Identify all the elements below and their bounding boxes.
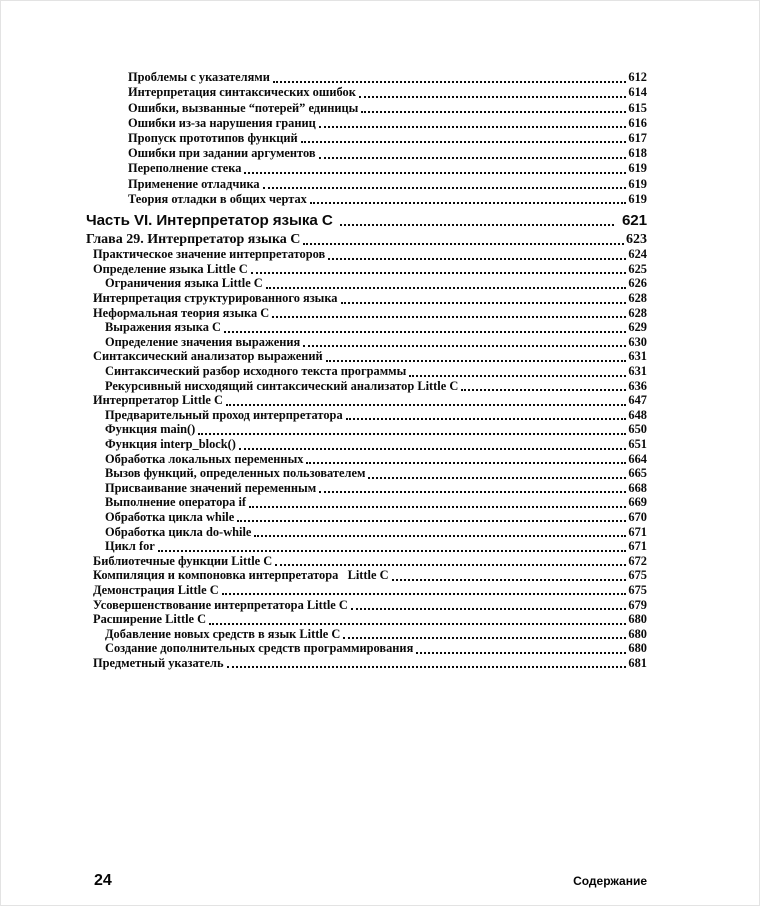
toc-entry-row <box>86 467 647 482</box>
toc-entry-row <box>86 452 647 467</box>
toc-entry-row <box>86 394 647 409</box>
toc-entry-title: Цикл for <box>105 539 155 554</box>
toc-dotted-leader <box>340 224 614 226</box>
toc-entry-title: Ошибки при задании аргументов <box>128 146 316 161</box>
toc-list <box>86 70 647 671</box>
toc-entry-title: Практическое значение интерпретаторов <box>93 247 326 262</box>
toc-entry-row <box>86 583 647 598</box>
toc-entry-title: Часть VI. Интерпретатор языка C <box>86 211 333 229</box>
toc-entry-row <box>86 598 647 613</box>
toc-page-number: 681 <box>628 655 647 670</box>
toc-page-number: 679 <box>628 597 647 612</box>
toc-dotted-leader <box>224 331 626 333</box>
toc-dotted-leader <box>416 652 626 654</box>
toc-entry-row <box>86 408 647 423</box>
toc-chapter-row <box>86 230 647 248</box>
toc-dotted-leader <box>244 172 626 174</box>
toc-entry-title: Интерпретация структурированного языка <box>93 291 338 306</box>
toc-entry-title: Создание дополнительных средств программирования <box>105 641 414 656</box>
toc-entry-title: Обработка цикла do-while <box>105 524 252 539</box>
toc-dotted-leader <box>359 96 627 98</box>
toc-dotted-leader <box>273 81 627 83</box>
toc-entry-row <box>86 146 647 161</box>
toc-dotted-leader <box>263 187 627 189</box>
toc-entry-row <box>86 642 647 657</box>
toc-entry-title: Выражения языка C <box>105 320 221 335</box>
toc-page-number: 626 <box>628 276 647 291</box>
toc-dotted-leader <box>392 579 627 581</box>
toc-entry-row <box>86 437 647 452</box>
toc-dotted-leader <box>275 564 626 566</box>
toc-entry-title: Обработка цикла while <box>105 509 235 524</box>
toc-page-number: 618 <box>628 146 647 161</box>
toc-page-number: 636 <box>628 378 647 393</box>
footer-page-number: 24 <box>94 872 112 889</box>
toc-page-number: 623 <box>626 231 647 247</box>
toc-entry-row <box>86 70 647 85</box>
toc-dotted-leader <box>237 520 626 522</box>
toc-page-number: 631 <box>628 349 647 364</box>
toc-page-number: 630 <box>628 334 647 349</box>
toc-entry-title: Ошибки из-за нарушения границ <box>128 115 316 130</box>
toc-part-row <box>86 209 647 229</box>
toc-dotted-leader <box>303 345 626 347</box>
toc-entry-row <box>86 510 647 525</box>
toc-dotted-leader <box>319 491 626 493</box>
toc-page-number: 619 <box>628 176 647 191</box>
toc-entry-title: Определение языка Little C <box>93 261 248 276</box>
toc-entry-row <box>86 100 647 115</box>
toc-dotted-leader <box>319 157 627 159</box>
toc-dotted-leader <box>328 258 626 260</box>
toc-page-number: 619 <box>628 191 647 206</box>
toc-entry-row <box>86 525 647 540</box>
footer-section-title: Содержание <box>573 874 647 888</box>
toc-dotted-leader <box>306 462 626 464</box>
toc-dotted-leader <box>209 623 626 625</box>
toc-page-number: 680 <box>628 641 647 656</box>
toc-entry-row <box>86 116 647 131</box>
toc-entry-title: Синтаксический разбор исходного текста программы <box>105 364 407 379</box>
toc-page-number: 651 <box>628 437 647 451</box>
toc-dotted-leader <box>346 418 627 420</box>
toc-page-number: 680 <box>628 612 647 627</box>
toc-entry-row <box>86 161 647 176</box>
toc-page-number: 615 <box>628 100 647 115</box>
toc-entry-row <box>86 291 647 306</box>
toc-page-number: 612 <box>628 70 647 85</box>
toc-entry-title: Выполнение оператора if <box>105 495 247 510</box>
toc-entry-title: Ошибки, вызванные “потерей” единицы <box>128 100 359 115</box>
toc-entry-title: Компиляция и компоновка интерпретатора Little C <box>93 568 389 583</box>
toc-entry-title: Демонстрация Little C <box>93 582 219 597</box>
toc-entry-row <box>86 335 647 350</box>
toc-entry-row <box>86 540 647 555</box>
toc-entry-row <box>86 350 647 365</box>
toc-dotted-leader <box>227 666 627 668</box>
toc-page-number: 617 <box>628 130 647 145</box>
toc-entry-row <box>86 192 647 207</box>
toc-entry-row <box>86 627 647 642</box>
toc-entry-title: Проблемы с указателями <box>128 70 270 85</box>
toc-dotted-leader <box>361 111 626 113</box>
toc-entry-row <box>86 613 647 628</box>
toc-page-number: 625 <box>628 261 647 276</box>
toc-page-number: 675 <box>628 568 647 583</box>
toc-dotted-leader <box>351 608 627 610</box>
toc-dotted-leader <box>254 535 626 537</box>
toc-dotted-leader <box>319 126 627 128</box>
toc-entry-row <box>86 262 647 277</box>
toc-dotted-leader <box>409 375 626 377</box>
toc-entry-title: Теория отладки в общих чертах <box>128 191 307 206</box>
toc-entry-title: Интерпретатор Little C <box>93 393 223 408</box>
toc-entry-title: Усовершенствование интерпретатора Little C <box>93 597 348 612</box>
toc-entry-title: Ограничения языка Little C <box>105 276 263 291</box>
toc-entry-row <box>86 554 647 569</box>
toc-entry-row <box>86 306 647 321</box>
toc-entry-title: Предметный указатель <box>93 655 224 670</box>
toc-entry-row <box>86 569 647 584</box>
toc-entry-title: Добавление новых средств в язык Little C <box>105 626 341 641</box>
toc-entry-row <box>86 85 647 100</box>
toc-entry-title: Рекурсивный нисходящий синтаксический анализатор Little C <box>105 378 459 393</box>
toc-entry-title: Расширение Little C <box>93 612 207 627</box>
page-footer <box>94 872 647 890</box>
toc-page-number: 672 <box>628 553 647 568</box>
toc-dotted-leader <box>226 404 626 406</box>
toc-entry-title: Пропуск прототипов функций <box>128 130 298 145</box>
toc-entry-title: Функция interp_block() <box>105 437 236 451</box>
toc-entry-row <box>86 364 647 379</box>
toc-page-number: 621 <box>621 211 647 229</box>
toc-dotted-leader <box>301 141 627 143</box>
toc-dotted-leader <box>266 287 627 289</box>
toc-entry-title: Применение отладчика <box>128 176 260 191</box>
toc-dotted-leader <box>251 272 627 274</box>
toc-page-number: 664 <box>628 451 647 466</box>
toc-dotted-leader <box>326 360 627 362</box>
toc-entry-row <box>86 131 647 146</box>
toc-page-number: 671 <box>628 539 647 554</box>
toc-page-number: 647 <box>628 393 647 408</box>
toc-dotted-leader <box>198 433 626 435</box>
toc-entry-title: Обработка локальных переменных <box>105 451 304 466</box>
toc-entry-row <box>86 496 647 511</box>
toc-entry-title: Определение значения выражения <box>105 334 301 349</box>
toc-page-number: 619 <box>628 161 647 176</box>
toc-dotted-leader <box>368 477 626 479</box>
toc-page-number: 650 <box>628 422 647 437</box>
toc-dotted-leader <box>222 593 627 595</box>
toc-page-number: 648 <box>628 407 647 422</box>
toc-entry-title: Предварительный проход интерпретатора <box>105 407 343 422</box>
toc-dotted-leader <box>239 448 626 450</box>
toc-page-number: 669 <box>628 495 647 510</box>
toc-entry-title: Вызов функций, определенных пользователем <box>105 466 366 481</box>
toc-page-number: 670 <box>628 509 647 524</box>
toc-page-number: 629 <box>628 320 647 335</box>
toc-dotted-leader <box>461 389 626 391</box>
toc-page-number: 628 <box>628 305 647 320</box>
toc-entry-title: Библиотечные функции Little C <box>93 553 273 568</box>
toc-page-number: 680 <box>628 626 647 641</box>
toc-entry-title: Присваивание значений переменным <box>105 480 317 495</box>
toc-dotted-leader <box>272 316 626 318</box>
toc-entry-row <box>86 379 647 394</box>
toc-page-number: 675 <box>628 582 647 597</box>
toc-entry-title: Интерпретация синтаксических ошибок <box>128 85 356 100</box>
toc-entry-title: Глава 29. Интерпретатор языка C <box>86 231 301 247</box>
toc-page-number: 671 <box>628 524 647 539</box>
toc-page-number: 616 <box>628 115 647 130</box>
toc-entry-row <box>86 277 647 292</box>
toc-page-number: 628 <box>628 291 647 306</box>
toc-entry-title: Синтаксический анализатор выражений <box>93 349 323 364</box>
toc-dotted-leader <box>310 202 627 204</box>
toc-dotted-leader <box>343 637 626 639</box>
toc-dotted-leader <box>341 302 627 304</box>
toc-page-number: 665 <box>628 466 647 481</box>
toc-entry-title: Неформальная теория языка C <box>93 305 270 320</box>
toc-entry-row <box>86 423 647 438</box>
toc-dotted-leader <box>249 506 626 508</box>
toc-page-number: 631 <box>628 364 647 379</box>
toc-entry-row <box>86 321 647 336</box>
toc-dotted-leader <box>158 550 627 552</box>
toc-entry-row <box>86 481 647 496</box>
toc-page-number: 668 <box>628 480 647 495</box>
toc-entry-title: Переполнение стека <box>128 161 242 176</box>
toc-entry-row <box>86 656 647 671</box>
toc-page-number: 624 <box>628 247 647 262</box>
toc-page-number: 614 <box>628 85 647 100</box>
toc-dotted-leader <box>303 243 624 245</box>
toc-entry-row <box>86 176 647 191</box>
toc-entry-row <box>86 248 647 263</box>
toc-entry-title: Функция main() <box>105 422 196 437</box>
